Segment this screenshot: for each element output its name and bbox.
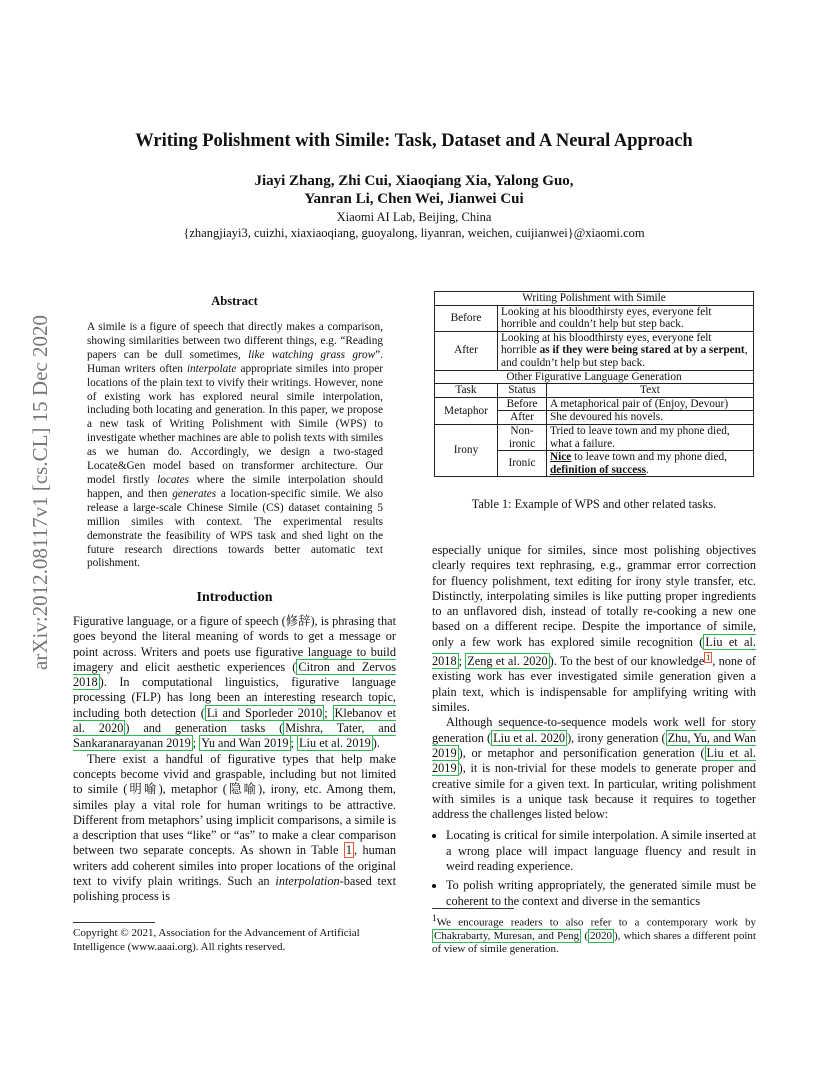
- citation-link[interactable]: Liu et al. 2019: [299, 736, 371, 751]
- list-item: • Locating is critical for simile interpolation. A simile inserted at a wrong place will impact language fluency and result in weird reading experience.: [446, 828, 756, 874]
- list-item: • To polish writing appropriately, the generated simile must be coherent to the context and diverse in the semantics: [446, 878, 756, 909]
- authors-line-2: Yanran Li, Chen Wei, Jianwei Cui: [304, 191, 524, 207]
- table-header-other: Other Figurative Language Generation: [435, 370, 754, 384]
- citation-link[interactable]: Mishra, Tater, and Sankaranarayanan 2019: [73, 721, 396, 751]
- citation-link[interactable]: Zeng et al. 2020: [467, 654, 548, 669]
- paper-title: Writing Polishment with Simile: Task, Dataset and A Neural Approach: [135, 131, 693, 151]
- irony-non-text: Tried to leave town and my phone died, what a failure.: [547, 424, 754, 450]
- table-header-wps: Writing Polishment with Simile: [435, 292, 754, 306]
- citation-link[interactable]: Zhu, Yu, and Wan 2019: [432, 730, 757, 760]
- after-label: After: [435, 331, 498, 370]
- metaphor-after-text: She devoured his novels.: [547, 411, 754, 425]
- col-text: Text: [547, 384, 754, 398]
- citation-link[interactable]: Li and Sporleder 2010: [206, 705, 323, 720]
- emails: {zhangjiayi3, cuizhi, xiaxiaoqiang, guoyalong, liyanran, weichen, cuijianwei}@xiaomi.com: [183, 226, 645, 240]
- affiliation-block: [0, 209, 828, 241]
- introduction-text: [73, 614, 396, 905]
- after-text: Looking at his bloodthirsty eyes, everyone felt horrible as if they were being stared at by a serpent, and couldn’t help but step back.: [498, 331, 754, 370]
- authors: [0, 172, 828, 208]
- authors-line-1: Jiayi Zhang, Zhi Cui, Xiaoqiang Xia, Yalong Guo,: [254, 173, 574, 189]
- challenge-list: [432, 828, 756, 908]
- table-caption: Table 1: Example of WPS and other related tasks.: [471, 497, 717, 511]
- intro-paragraph-1: Figurative language, or a figure of speech (修辞), is phrasing that goes beyond the literal meaning of words to get a message or point across. Writers and poets use figurative language to build imagery and elicit aesthetic experiences ( Citron and Zervos 2018 ). In computational linguistics, figurative language processing (FLP) has long been an interesting research topic, including both detection ( Li and Sporleder 2010 ; Klebanov et al. 2020 ) and generation tasks ( Mishra, Tater, and Sankaranarayanan 2019 ; Yu and Wan 2019 ; Liu et al. 2019 ).: [73, 614, 397, 751]
- right-paragraph-1: especially unique for similes, since most polishing objectives clearly requires text rephrasing, e.g., grammar error correction for fluency polishment, text editing for irony style transfer, etc. Distinctly, interpolating similes is like putting proper ingredients to an unflavored dish, instead of totally re-cooking a new one based on a different recipe. Despite the importance of simile, only a few work has explored simile recognition ( Liu et al. 2018 ; Zeng et al. 2020 ). To the best of our knowledge $^1$ , none of existing work has ever investigated simile generation given a plain text, which is indispensable for amplifying writing with similes.: [432, 543, 756, 715]
- right-column-text: [432, 543, 756, 913]
- citation-link[interactable]: Chakrabarty, Muresan, and Peng: [434, 929, 580, 942]
- irony-ironic: Ironic: [498, 451, 547, 477]
- citation-link[interactable]: Yu and Wan 2019: [201, 736, 289, 751]
- metaphor-after: After: [498, 411, 547, 425]
- citation-link[interactable]: Liu et al. 2019: [432, 745, 756, 776]
- footnote-ref-link[interactable]: 1: [706, 653, 711, 663]
- citation-link[interactable]: Citron and Zervos 2018: [73, 659, 397, 690]
- affiliation: Xiaomi AI Lab, Beijing, China: [336, 210, 492, 224]
- introduction-heading: Introduction: [196, 590, 273, 605]
- abstract-text: A simile is a figure of speech that directly makes a comparison, showing similarities between two different things, e.g. “Reading papers can be dull sometimes, like watching grass grow”. Human writers often interpolate appropriate similes into proper locations of the plain text to vivify their writings. However, none of existing work has explored neural simile interpolation, including both locating and generation. In this paper, we propose a new task of Writing Polishment with Simile (WPS) to investigate whether machines are able to polish texts with similes as we human do. Accordingly, we design a two-staged Locate&Gen model based on transformer architecture. Our model firstly locates where the simile interpolation should happen, and then generates a location-specific simile. We also release a large-scale Chinese Simile (CS) dataset containing 5 million similes with context. The experimental results demonstrate the feasibility of WPS task and shed light on the future research directions towards better automatic text polishment.: [87, 321, 384, 570]
- irony-label: Irony: [435, 424, 498, 476]
- citation-link[interactable]: Klebanov et al. 2020: [73, 705, 396, 736]
- citation-link[interactable]: Liu et al. 2020: [493, 730, 566, 745]
- before-text: Looking at his bloodthirsty eyes, everyone felt horrible and couldn’t help but step back.: [498, 305, 754, 331]
- irony-non: Non-ironic: [498, 424, 547, 450]
- citation-link[interactable]: 2020: [590, 929, 613, 942]
- footnote-divider: [432, 908, 514, 909]
- example-table: [434, 291, 754, 477]
- col-task: Task: [435, 384, 498, 398]
- table-ref-link[interactable]: 1: [345, 843, 352, 858]
- copyright-notice: Copyright © 2021, Association for the Advancement of Artificial Intelligence (www.aaai.org). All rights reserved.: [73, 927, 360, 953]
- irony-ironic-text: Nice to leave town and my phone died, definition of success.: [547, 451, 754, 477]
- metaphor-label: Metaphor: [435, 397, 498, 424]
- abstract-heading: Abstract: [211, 294, 258, 308]
- citation-link[interactable]: Liu et al. 2018: [432, 634, 756, 669]
- col-status: Status: [498, 384, 547, 398]
- metaphor-before: Before: [498, 397, 547, 411]
- copyright-divider: [73, 922, 155, 923]
- before-label: Before: [435, 305, 498, 331]
- footnote: $^1$We encourage readers to also refer to a contemporary work by Chakrabarty, Muresan, and Peng ( 2020 ), which shares a different point of view of simile generation.: [432, 913, 756, 955]
- right-paragraph-2: Although sequence-to-sequence models work well for story generation ( Liu et al. 2020 ), irony generation ( Zhu, Yu, and Wan 2019 ), or metaphor and personification generation ( Liu et al. 2019 ), it is non-trivial for these models to generate proper and creative simile for a given text. In particular, writing polishment with similes is a unique task because it requires to together address the challenges listed below:: [432, 715, 757, 822]
- metaphor-before-text: A metaphorical pair of (Enjoy, Devour): [547, 397, 754, 411]
- intro-paragraph-2: There exist a handful of figurative types that help make concepts become vivid and graspable, including but not limited to simile (明喻), metaphor (隐喻), irony, etc. Among them, similes play a vital role for human writings to be attractive. Different from metaphors’ using implicit comparisons, a simile is a description that uses “like” or “as” to make a clear comparison between two separate concepts. As shown in Table 1 , human writers add coherent similes into proper locations of the original text to vivify plain writings. Such an interpolation-based text polishing process is: [73, 751, 396, 904]
